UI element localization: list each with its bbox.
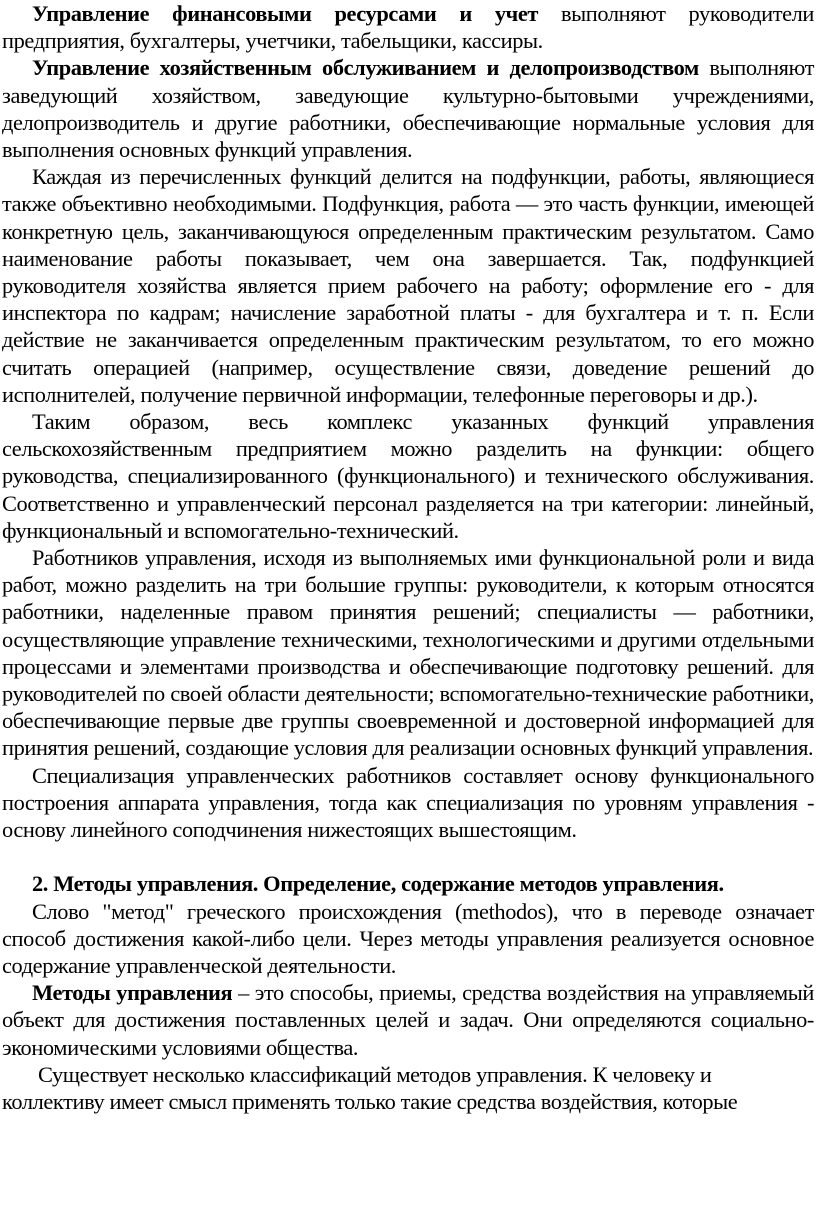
paragraph-household xyxy=(2,54,814,163)
paragraph-specialization: Специализация управленческих работников составляет основу функционального построения аппарата управления, тогда как специализация по уровням управления - основу линейного соподчинения нижестоящих вышестоящим. xyxy=(2,762,814,843)
paragraph-finance-text: выполняют руководители предприятия, бухгалтеры, учетчики, табельщики, кассиры. xyxy=(2,1,814,54)
paragraph-finance xyxy=(2,0,814,54)
paragraph-household-text: выполняют заведующий хозяйством, заведующие культурно-бытовыми учреждениями, делопроизводитель и другие работники, обеспечивающие нормальные условия для выполнения основных функций управления. xyxy=(2,55,814,163)
paragraph-methods-definition-bold: Методы управления xyxy=(32,980,233,1006)
paragraph-methods-definition xyxy=(2,979,814,1061)
paragraph-staff-groups: Работников управления, исходя из выполняемых ими функциональной роли и вида работ, можно разделить на три большие группы: руководители, к которым относятся работники, наделенные правом принятия решений; специалисты — работники, осуществляющие управление техническими, технологическими и другими отдельными процессами и элементами производства и обеспечивающие подготовку решений. для руководителей по своей области деятельности; вспомогательно-технические работники, обеспечивающие первые две группы своевременной и достоверной информацией для принятия решений, создающие условия для реализации основных функций управления. xyxy=(2,545,814,761)
paragraph-classifications: Существует несколько классификаций методов управления. К человеку и коллективу имеет смысл применять только такие средства воздействия, которые xyxy=(2,1061,738,1114)
paragraph-finance-bold: Управление финансовыми ресурсами и учет xyxy=(32,1,538,26)
paragraph-methods-definition-text: – это способы, приемы, средства воздействия на управляемый объект для достижения поставленных целей и задач. Они определяются социально-экономическими условиями общества. xyxy=(2,980,815,1060)
paragraph-functions-complex: Таким образом, весь комплекс указанных функций управления сельскохозяйственным предприятием можно разделить на функции: общего руководства, специализированного (функционального) и технического обслуживания. Соответственно и управленческий персонал разделяется на три категории: линейный, функциональный и вспомогательно-технический. xyxy=(2,409,814,543)
section-heading: 2. Методы управления. Определение, содержание методов управления. xyxy=(32,871,724,897)
paragraph-subfunctions: Каждая из перечисленных функций делится на подфункции, работы, являющиеся также объективно необходимыми. Подфункция, работа — это часть функции, имеющей конкретную цель, заканчивающуюся определенным практическим результатом. Само наименование работы показывает, чем она завершается. Так, подфункцией руководителя хозяйства является прием рабочего на работу; оформление его - для инспектора по кадрам; начисление заработной платы - для бухгалтера и т. п. Если действие не заканчивается определенным практическим результатом, то его можно считать операцией (например, осуществление связи, доведение решений до исполнителей, получение первичной информации, телефонные переговоры и др.). xyxy=(2,164,814,407)
paragraph-method-word: Слово "метод" греческого происхождения (methodos), что в переводе означает способ достижения какой-либо цели. Через методы управления реализуется основное содержание управленческой деятельности. xyxy=(2,898,814,978)
paragraph-household-bold: Управление хозяйственным обслуживанием и делопроизводством xyxy=(32,55,699,81)
